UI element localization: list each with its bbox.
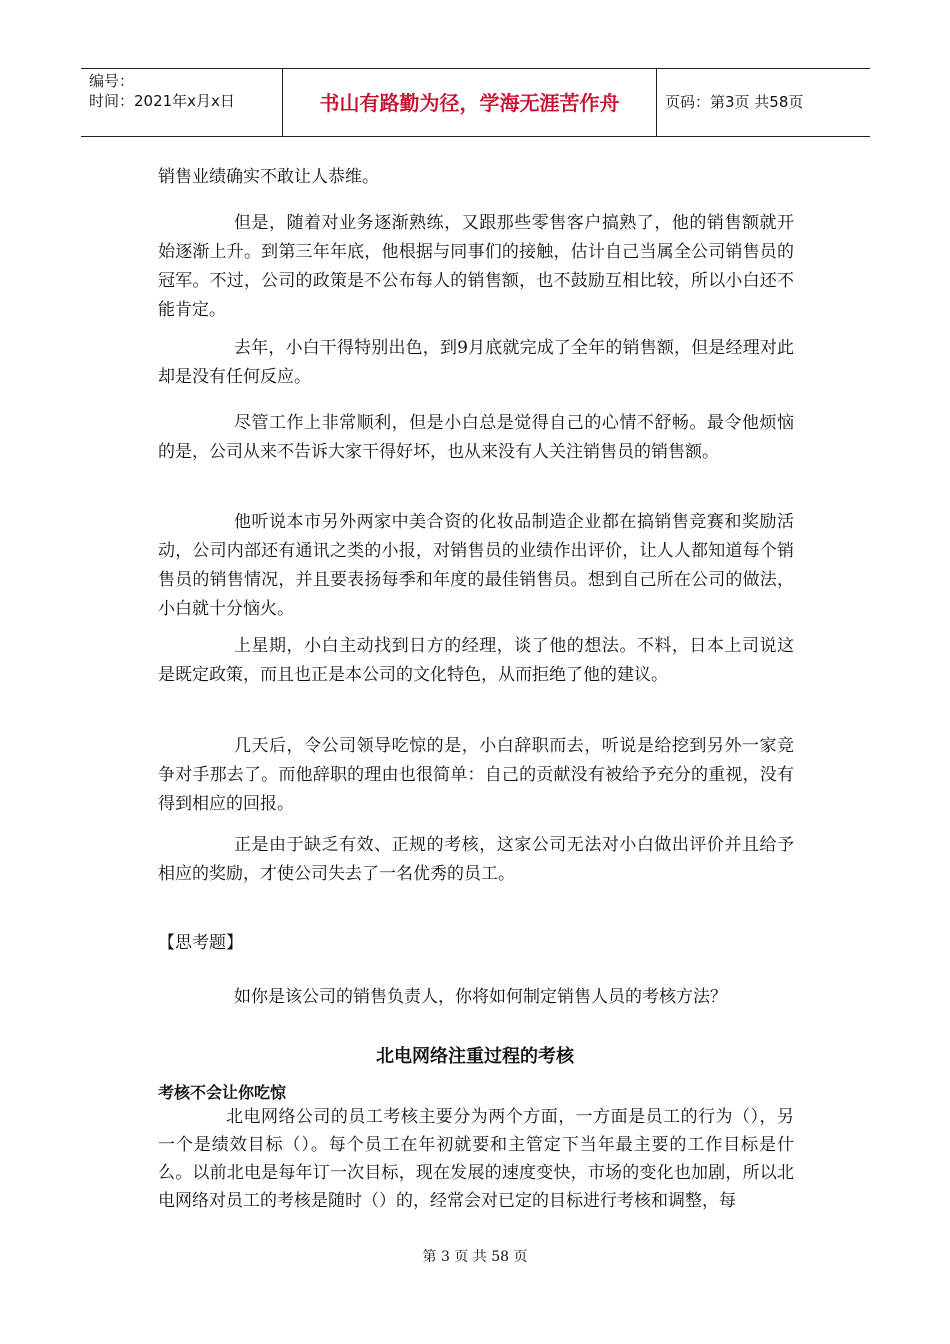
document-header <box>81 68 870 137</box>
paragraph: 几天后，令公司领导吃惊的是，小白辞职而去，听说是给挖到另外一家竞争对手那去了。而他辞职的理由也很简单：自己的贡献没有被给予充分的重视，没有得到相应的回报。 <box>158 736 794 814</box>
paragraph: 上星期，小白主动找到日方的经理，谈了他的想法。不料，日本上司说这是既定政策，而且也正是本公司的文化特色，从而拒绝了他的建议。 <box>158 636 794 685</box>
paragraph: 北电网络公司的员工考核主要分为两个方面，一方面是员工的行为（），另一个是绩效目标（）。每个员工在年初就要和主管定下当年最主要的工作目标是什么。以前北电是每年订一次目标，现在发展的速度变快，市场的变化也加剧，所以北电网络对员工的考核是随时（）的，经常会对已定的目标进行考核和调整，每 <box>158 1107 794 1211</box>
think-heading: 【思考题】 <box>158 933 243 953</box>
paragraph: 尽管工作上非常顺利，但是小白总是觉得自己的心情不舒畅。最令他烦恼的是，公司从来不告诉大家干得好坏，也从来没有人关注销售员的销售额。 <box>158 413 794 462</box>
header-page-label: 页码：第3页 共58页 <box>665 93 804 111</box>
section-title: 北电网络注重过程的考核 <box>376 1046 574 1067</box>
date-label: 时间：2021年x月x日 <box>89 92 235 110</box>
header-info <box>89 71 235 111</box>
paragraph: 去年，小白干得特别出色，到9月底就完成了全年的销售额，但是经理对此却是没有任何反应。 <box>158 338 794 387</box>
question: 如你是该公司的销售负责人，你将如何制定销售人员的考核方法？ <box>234 987 727 1007</box>
sub-title: 考核不会让你吃惊 <box>158 1083 287 1102</box>
paragraph: 他听说本市另外两家中美合资的化妆品制造企业都在搞销售竞赛和奖励活动，公司内部还有通讯之类的小报，对销售员的业绩作出评价，让人人都知道每个销售员的销售情况，并且要表扬每季和年度的最佳销售员。想到自己所在公司的做法，小白就十分恼火。 <box>158 512 794 619</box>
header-motto: 书山有路勤为径，学海无涯苦作舟 <box>319 91 620 115</box>
paragraph: 正是由于缺乏有效、正规的考核，这家公司无法对小白做出评价并且给予相应的奖励，才使公司失去了一名优秀的员工。 <box>158 835 794 884</box>
header-divider <box>656 69 657 136</box>
page-footer: 第 3 页 共 58 页 <box>422 1249 528 1265</box>
paragraph: 但是，随着对业务逐渐熟练，又跟那些零售客户搞熟了，他的销售额就开始逐渐上升。到第三年年底，他根据与同事们的接触，估计自己当属全公司销售员的冠军。不过，公司的政策是不公布每人的销售额，也不鼓励互相比较，所以小白还不能肯定。 <box>158 213 794 320</box>
number-label: 编号： <box>89 72 135 90</box>
body-line: 销售业绩确实不敢让人恭维。 <box>158 167 379 187</box>
